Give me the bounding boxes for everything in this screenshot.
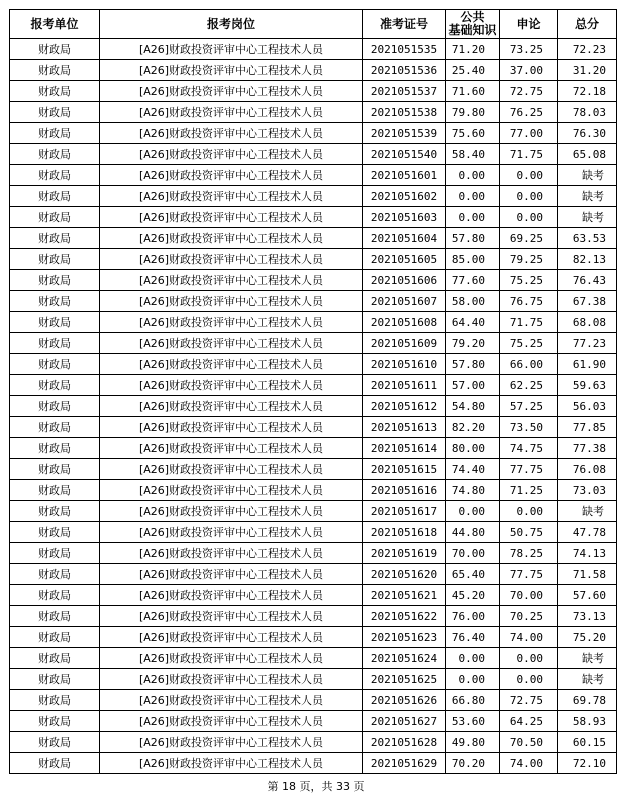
cell-basic-score: 57.00 — [446, 375, 500, 396]
cell-position: [A26]财政投资评审中心工程技术人员 — [100, 627, 363, 648]
cell-shenlun-score: 0.00 — [500, 501, 558, 522]
cell-position: [A26]财政投资评审中心工程技术人员 — [100, 543, 363, 564]
cell-ticket-number: 2021051619 — [363, 543, 446, 564]
cell-basic-score: 49.80 — [446, 732, 500, 753]
cell-shenlun-score: 74.00 — [500, 753, 558, 774]
cell-shenlun-score: 78.25 — [500, 543, 558, 564]
table-row — [10, 102, 617, 123]
score-table — [9, 9, 617, 774]
cell-total-score: 82.13 — [558, 249, 617, 270]
cell-unit: 财政局 — [10, 81, 100, 102]
table-row — [10, 396, 617, 417]
cell-unit: 财政局 — [10, 648, 100, 669]
cell-unit: 财政局 — [10, 102, 100, 123]
cell-basic-score: 71.60 — [446, 81, 500, 102]
cell-basic-score: 0.00 — [446, 648, 500, 669]
table-row — [10, 291, 617, 312]
cell-shenlun-score: 76.25 — [500, 102, 558, 123]
cell-position: [A26]财政投资评审中心工程技术人员 — [100, 585, 363, 606]
cell-ticket-number: 2021051604 — [363, 228, 446, 249]
cell-total-score: 缺考 — [558, 186, 617, 207]
cell-position: [A26]财政投资评审中心工程技术人员 — [100, 291, 363, 312]
table-row — [10, 270, 617, 291]
table-row — [10, 732, 617, 753]
table-row — [10, 585, 617, 606]
cell-position: [A26]财政投资评审中心工程技术人员 — [100, 669, 363, 690]
cell-total-score: 73.13 — [558, 606, 617, 627]
cell-basic-score: 0.00 — [446, 669, 500, 690]
cell-unit: 财政局 — [10, 249, 100, 270]
cell-unit: 财政局 — [10, 690, 100, 711]
cell-ticket-number: 2021051603 — [363, 207, 446, 228]
cell-ticket-number: 2021051610 — [363, 354, 446, 375]
cell-shenlun-score: 0.00 — [500, 669, 558, 690]
cell-total-score: 72.10 — [558, 753, 617, 774]
cell-shenlun-score: 77.00 — [500, 123, 558, 144]
cell-basic-score: 76.00 — [446, 606, 500, 627]
table-row — [10, 165, 617, 186]
table-row — [10, 438, 617, 459]
cell-unit: 财政局 — [10, 585, 100, 606]
cell-total-score: 76.43 — [558, 270, 617, 291]
cell-position: [A26]财政投资评审中心工程技术人员 — [100, 711, 363, 732]
cell-total-score: 59.63 — [558, 375, 617, 396]
cell-shenlun-score: 72.75 — [500, 81, 558, 102]
cell-shenlun-score: 62.25 — [500, 375, 558, 396]
cell-position: [A26]财政投资评审中心工程技术人员 — [100, 459, 363, 480]
cell-position: [A26]财政投资评审中心工程技术人员 — [100, 606, 363, 627]
cell-unit: 财政局 — [10, 480, 100, 501]
cell-unit: 财政局 — [10, 291, 100, 312]
cell-shenlun-score: 79.25 — [500, 249, 558, 270]
cell-basic-score: 85.00 — [446, 249, 500, 270]
table-row — [10, 753, 617, 774]
cell-shenlun-score: 50.75 — [500, 522, 558, 543]
cell-total-score: 47.78 — [558, 522, 617, 543]
cell-ticket-number: 2021051536 — [363, 60, 446, 81]
table-row — [10, 543, 617, 564]
cell-ticket-number: 2021051538 — [363, 102, 446, 123]
cell-position: [A26]财政投资评审中心工程技术人员 — [100, 228, 363, 249]
cell-total-score: 缺考 — [558, 207, 617, 228]
cell-basic-score: 54.80 — [446, 396, 500, 417]
cell-shenlun-score: 75.25 — [500, 333, 558, 354]
cell-basic-score: 57.80 — [446, 354, 500, 375]
cell-ticket-number: 2021051615 — [363, 459, 446, 480]
cell-ticket-number: 2021051537 — [363, 81, 446, 102]
cell-total-score: 76.30 — [558, 123, 617, 144]
cell-basic-score: 76.40 — [446, 627, 500, 648]
table-row — [10, 81, 617, 102]
cell-ticket-number: 2021051626 — [363, 690, 446, 711]
header-ticket-number: 准考证号 — [363, 10, 446, 39]
cell-total-score: 75.20 — [558, 627, 617, 648]
cell-position: [A26]财政投资评审中心工程技术人员 — [100, 312, 363, 333]
cell-shenlun-score: 72.75 — [500, 690, 558, 711]
cell-ticket-number: 2021051535 — [363, 39, 446, 60]
cell-shenlun-score: 71.25 — [500, 480, 558, 501]
cell-unit: 财政局 — [10, 606, 100, 627]
cell-position: [A26]财政投资评审中心工程技术人员 — [100, 501, 363, 522]
cell-ticket-number: 2021051617 — [363, 501, 446, 522]
cell-basic-score: 77.60 — [446, 270, 500, 291]
cell-position: [A26]财政投资评审中心工程技术人员 — [100, 249, 363, 270]
cell-basic-score: 75.60 — [446, 123, 500, 144]
cell-position: [A26]财政投资评审中心工程技术人员 — [100, 207, 363, 228]
header-shenlun: 申论 — [500, 10, 558, 39]
cell-total-score: 68.08 — [558, 312, 617, 333]
cell-unit: 财政局 — [10, 144, 100, 165]
cell-unit: 财政局 — [10, 396, 100, 417]
cell-position: [A26]财政投资评审中心工程技术人员 — [100, 732, 363, 753]
cell-shenlun-score: 75.25 — [500, 270, 558, 291]
cell-ticket-number: 2021051602 — [363, 186, 446, 207]
cell-total-score: 77.85 — [558, 417, 617, 438]
cell-total-score: 缺考 — [558, 669, 617, 690]
cell-shenlun-score: 76.75 — [500, 291, 558, 312]
cell-shenlun-score: 71.75 — [500, 144, 558, 165]
table-row — [10, 564, 617, 585]
cell-basic-score: 58.00 — [446, 291, 500, 312]
cell-unit: 财政局 — [10, 207, 100, 228]
cell-shenlun-score: 0.00 — [500, 186, 558, 207]
table-row — [10, 39, 617, 60]
cell-position: [A26]财政投资评审中心工程技术人员 — [100, 102, 363, 123]
cell-ticket-number: 2021051624 — [363, 648, 446, 669]
cell-position: [A26]财政投资评审中心工程技术人员 — [100, 60, 363, 81]
cell-position: [A26]财政投资评审中心工程技术人员 — [100, 354, 363, 375]
cell-position: [A26]财政投资评审中心工程技术人员 — [100, 123, 363, 144]
cell-basic-score: 25.40 — [446, 60, 500, 81]
cell-unit: 财政局 — [10, 564, 100, 585]
table-row — [10, 207, 617, 228]
cell-basic-score: 58.40 — [446, 144, 500, 165]
cell-total-score: 77.38 — [558, 438, 617, 459]
cell-unit: 财政局 — [10, 228, 100, 249]
cell-ticket-number: 2021051614 — [363, 438, 446, 459]
cell-unit: 财政局 — [10, 270, 100, 291]
cell-shenlun-score: 77.75 — [500, 459, 558, 480]
cell-basic-score: 64.40 — [446, 312, 500, 333]
cell-position: [A26]财政投资评审中心工程技术人员 — [100, 165, 363, 186]
cell-basic-score: 44.80 — [446, 522, 500, 543]
cell-ticket-number: 2021051609 — [363, 333, 446, 354]
header-basic-line1: 公共 — [460, 10, 485, 24]
header-basic-line2: 基础知识 — [448, 23, 497, 37]
table-row — [10, 144, 617, 165]
cell-ticket-number: 2021051618 — [363, 522, 446, 543]
cell-total-score: 缺考 — [558, 165, 617, 186]
header-total: 总分 — [558, 10, 617, 39]
page-footer: 第 18 页，共 33 页 — [267, 780, 365, 793]
cell-unit: 财政局 — [10, 459, 100, 480]
cell-shenlun-score: 73.50 — [500, 417, 558, 438]
table-row — [10, 354, 617, 375]
table-row — [10, 648, 617, 669]
cell-position: [A26]财政投资评审中心工程技术人员 — [100, 144, 363, 165]
cell-basic-score: 79.80 — [446, 102, 500, 123]
cell-shenlun-score: 74.00 — [500, 627, 558, 648]
cell-total-score: 31.20 — [558, 60, 617, 81]
cell-total-score: 60.15 — [558, 732, 617, 753]
cell-basic-score: 74.40 — [446, 459, 500, 480]
table-row — [10, 312, 617, 333]
cell-basic-score: 0.00 — [446, 165, 500, 186]
cell-ticket-number: 2021051601 — [363, 165, 446, 186]
cell-basic-score: 79.20 — [446, 333, 500, 354]
table-row — [10, 522, 617, 543]
cell-total-score: 77.23 — [558, 333, 617, 354]
cell-ticket-number: 2021051612 — [363, 396, 446, 417]
cell-ticket-number: 2021051621 — [363, 585, 446, 606]
cell-position: [A26]财政投资评审中心工程技术人员 — [100, 417, 363, 438]
table-row — [10, 627, 617, 648]
cell-position: [A26]财政投资评审中心工程技术人员 — [100, 648, 363, 669]
cell-basic-score: 65.40 — [446, 564, 500, 585]
cell-ticket-number: 2021051539 — [363, 123, 446, 144]
cell-total-score: 76.08 — [558, 459, 617, 480]
cell-ticket-number: 2021051605 — [363, 249, 446, 270]
cell-unit: 财政局 — [10, 60, 100, 81]
cell-position: [A26]财政投资评审中心工程技术人员 — [100, 39, 363, 60]
cell-unit: 财政局 — [10, 354, 100, 375]
cell-position: [A26]财政投资评审中心工程技术人员 — [100, 396, 363, 417]
cell-unit: 财政局 — [10, 333, 100, 354]
table-row — [10, 459, 617, 480]
cell-ticket-number: 2021051623 — [363, 627, 446, 648]
cell-unit: 财政局 — [10, 165, 100, 186]
header-row — [10, 10, 617, 39]
cell-ticket-number: 2021051540 — [363, 144, 446, 165]
cell-shenlun-score: 70.00 — [500, 585, 558, 606]
cell-basic-score: 82.20 — [446, 417, 500, 438]
cell-basic-score: 57.80 — [446, 228, 500, 249]
cell-ticket-number: 2021051611 — [363, 375, 446, 396]
cell-unit: 财政局 — [10, 186, 100, 207]
table-row — [10, 186, 617, 207]
cell-shenlun-score: 74.75 — [500, 438, 558, 459]
cell-ticket-number: 2021051622 — [363, 606, 446, 627]
cell-unit: 财政局 — [10, 669, 100, 690]
cell-basic-score: 71.20 — [446, 39, 500, 60]
table-row — [10, 249, 617, 270]
cell-total-score: 71.58 — [558, 564, 617, 585]
cell-shenlun-score: 0.00 — [500, 165, 558, 186]
cell-position: [A26]财政投资评审中心工程技术人员 — [100, 270, 363, 291]
table-row — [10, 333, 617, 354]
header-unit: 报考单位 — [10, 10, 100, 39]
cell-basic-score: 0.00 — [446, 501, 500, 522]
table-row — [10, 60, 617, 81]
table-row — [10, 711, 617, 732]
cell-unit: 财政局 — [10, 123, 100, 144]
cell-ticket-number: 2021051620 — [363, 564, 446, 585]
cell-shenlun-score: 73.25 — [500, 39, 558, 60]
cell-total-score: 58.93 — [558, 711, 617, 732]
cell-shenlun-score: 37.00 — [500, 60, 558, 81]
cell-shenlun-score: 69.25 — [500, 228, 558, 249]
cell-basic-score: 0.00 — [446, 207, 500, 228]
cell-total-score: 缺考 — [558, 648, 617, 669]
cell-position: [A26]财政投资评审中心工程技术人员 — [100, 186, 363, 207]
cell-total-score: 56.03 — [558, 396, 617, 417]
cell-ticket-number: 2021051628 — [363, 732, 446, 753]
cell-total-score: 72.23 — [558, 39, 617, 60]
cell-total-score: 78.03 — [558, 102, 617, 123]
cell-ticket-number: 2021051607 — [363, 291, 446, 312]
cell-ticket-number: 2021051629 — [363, 753, 446, 774]
cell-unit: 财政局 — [10, 711, 100, 732]
cell-total-score: 61.90 — [558, 354, 617, 375]
cell-basic-score: 70.20 — [446, 753, 500, 774]
cell-ticket-number: 2021051616 — [363, 480, 446, 501]
cell-shenlun-score: 0.00 — [500, 648, 558, 669]
cell-unit: 财政局 — [10, 732, 100, 753]
cell-unit: 财政局 — [10, 312, 100, 333]
cell-shenlun-score: 57.25 — [500, 396, 558, 417]
cell-total-score: 65.08 — [558, 144, 617, 165]
cell-ticket-number: 2021051606 — [363, 270, 446, 291]
cell-total-score: 69.78 — [558, 690, 617, 711]
cell-basic-score: 66.80 — [446, 690, 500, 711]
cell-unit: 财政局 — [10, 438, 100, 459]
cell-position: [A26]财政投资评审中心工程技术人员 — [100, 81, 363, 102]
table-row — [10, 228, 617, 249]
cell-ticket-number: 2021051627 — [363, 711, 446, 732]
cell-shenlun-score: 70.50 — [500, 732, 558, 753]
cell-position: [A26]财政投资评审中心工程技术人员 — [100, 480, 363, 501]
cell-basic-score: 80.00 — [446, 438, 500, 459]
cell-position: [A26]财政投资评审中心工程技术人员 — [100, 438, 363, 459]
cell-position: [A26]财政投资评审中心工程技术人员 — [100, 333, 363, 354]
table-row — [10, 417, 617, 438]
cell-total-score: 74.13 — [558, 543, 617, 564]
cell-position: [A26]财政投资评审中心工程技术人员 — [100, 522, 363, 543]
cell-total-score: 63.53 — [558, 228, 617, 249]
header-basic-knowledge — [446, 10, 500, 39]
table-body — [10, 39, 617, 774]
cell-basic-score: 74.80 — [446, 480, 500, 501]
cell-total-score: 57.60 — [558, 585, 617, 606]
cell-ticket-number: 2021051625 — [363, 669, 446, 690]
cell-total-score: 73.03 — [558, 480, 617, 501]
cell-unit: 财政局 — [10, 522, 100, 543]
cell-shenlun-score: 71.75 — [500, 312, 558, 333]
cell-basic-score: 0.00 — [446, 186, 500, 207]
table-row — [10, 501, 617, 522]
cell-basic-score: 53.60 — [446, 711, 500, 732]
table-row — [10, 123, 617, 144]
cell-basic-score: 70.00 — [446, 543, 500, 564]
table-row — [10, 606, 617, 627]
cell-shenlun-score: 0.00 — [500, 207, 558, 228]
cell-position: [A26]财政投资评审中心工程技术人员 — [100, 375, 363, 396]
cell-unit: 财政局 — [10, 417, 100, 438]
cell-basic-score: 45.20 — [446, 585, 500, 606]
cell-unit: 财政局 — [10, 375, 100, 396]
cell-total-score: 67.38 — [558, 291, 617, 312]
cell-shenlun-score: 64.25 — [500, 711, 558, 732]
cell-shenlun-score: 66.00 — [500, 354, 558, 375]
cell-unit: 财政局 — [10, 753, 100, 774]
header-position: 报考岗位 — [100, 10, 363, 39]
cell-position: [A26]财政投资评审中心工程技术人员 — [100, 564, 363, 585]
cell-ticket-number: 2021051613 — [363, 417, 446, 438]
table-row — [10, 375, 617, 396]
cell-position: [A26]财政投资评审中心工程技术人员 — [100, 690, 363, 711]
cell-total-score: 72.18 — [558, 81, 617, 102]
cell-unit: 财政局 — [10, 543, 100, 564]
cell-unit: 财政局 — [10, 627, 100, 648]
cell-position: [A26]财政投资评审中心工程技术人员 — [100, 753, 363, 774]
table-row — [10, 690, 617, 711]
cell-ticket-number: 2021051608 — [363, 312, 446, 333]
cell-shenlun-score: 77.75 — [500, 564, 558, 585]
table-row — [10, 480, 617, 501]
table-row — [10, 669, 617, 690]
cell-unit: 财政局 — [10, 39, 100, 60]
cell-shenlun-score: 70.25 — [500, 606, 558, 627]
cell-total-score: 缺考 — [558, 501, 617, 522]
cell-unit: 财政局 — [10, 501, 100, 522]
